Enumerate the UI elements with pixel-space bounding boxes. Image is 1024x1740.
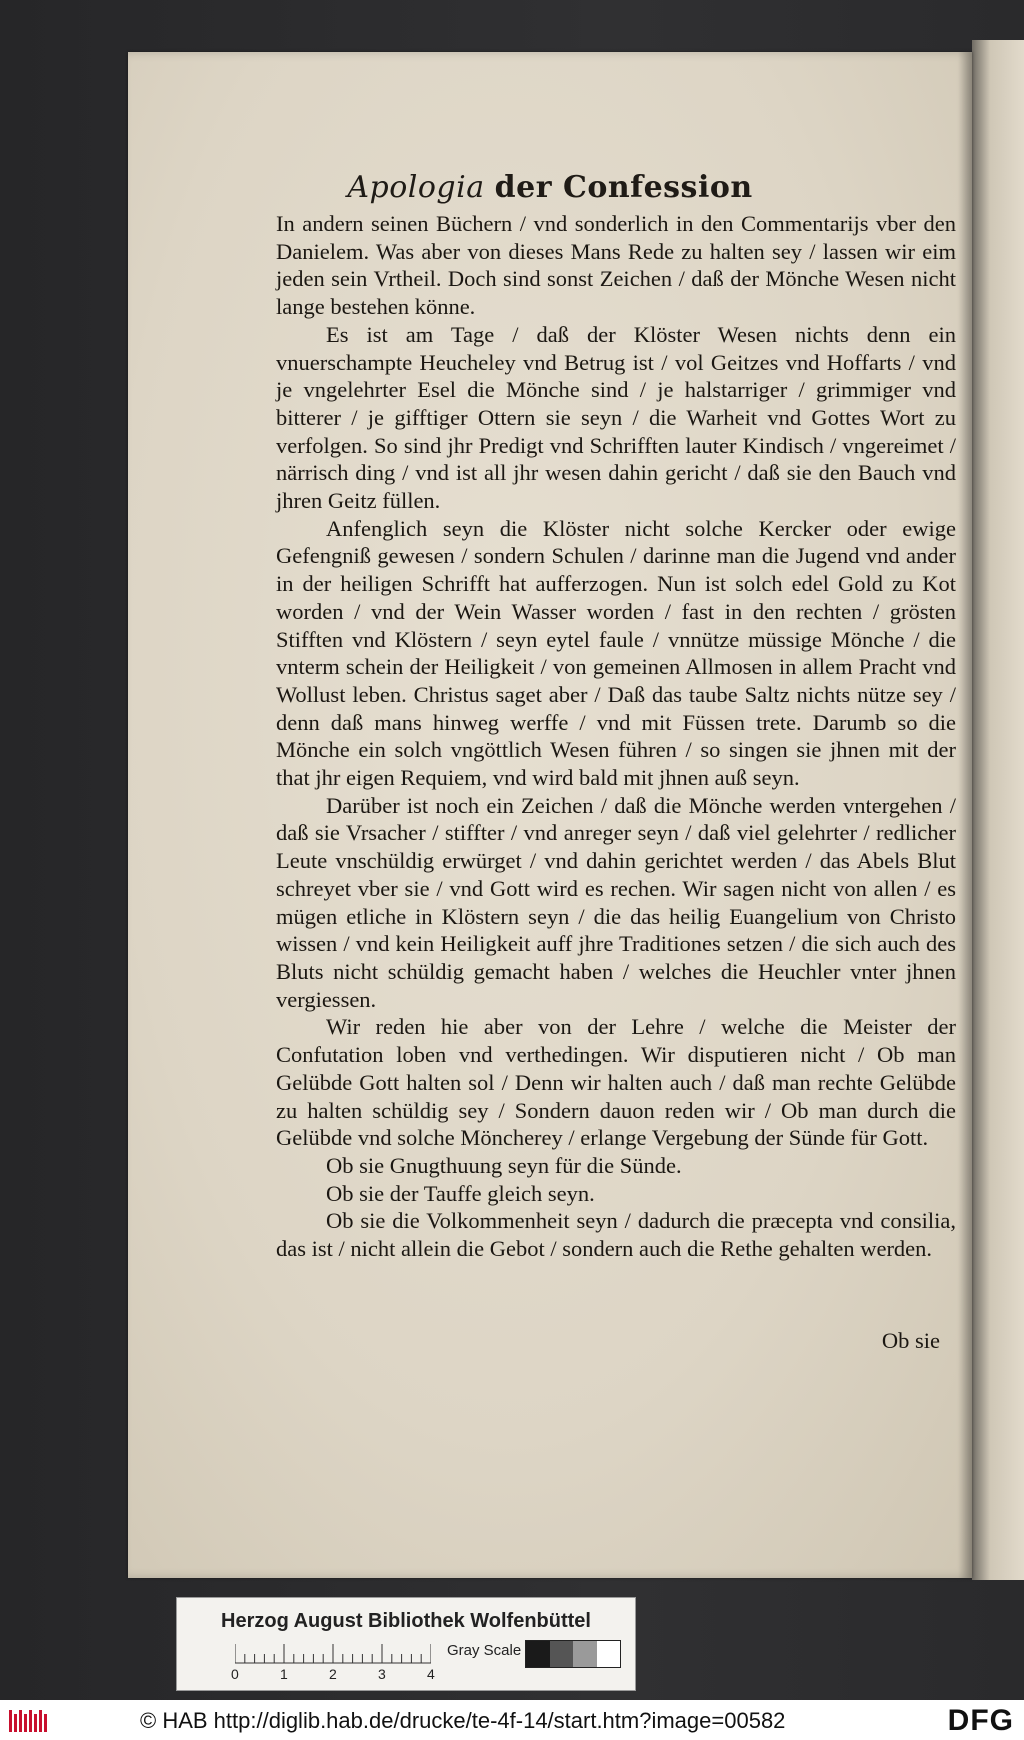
gray-scale-swatches [525, 1640, 621, 1668]
paragraph: In andern seinen Büchern / vnd sonderlich in den Commentarijs vber den Danielem. Was aber von dieses Mans Rede zu halten sey / lassen wir eim jeden sein Vrtheil. Doch sind sonst Zeichen / daß der Mönche Wesen nicht lange bestehen könne. [276, 211, 956, 320]
paragraph: Darüber ist noch ein Zeichen / daß die Mönche werden vntergehen / daß sie Vrsacher / stiffter / vnd anreger seyn / daß viel gelehrter / redlicher Leute vnschüldig erwürget / vnd dahin gerichtet werden / das Abels Blut schreyet vber sie / vnd Gott wird es rechen. Wir sagen nicht von allen / es mügen etliche in Klöstern seyn / die das heilig Euangelium von Christo wissen / vnd kein Heiligkeit auff jhre Traditiones setzen / die sich auch des Bluts nicht schüldig gemacht haben / welches die Heuchler vnter jhnen vergiessen. [276, 792, 956, 1012]
gray-swatch [526, 1641, 550, 1667]
header-vernacular: der Confession [494, 170, 753, 205]
gray-swatch [597, 1641, 621, 1667]
paragraph: Es ist am Tage / daß der Klöster Wesen nichts denn ein vnuerschampte Heucheley vnd Betrug ist / vol Geitzes vnd Hoffarts / vnd je vngelehrter Esel die Mönche sind / je halstarriger / grimmiger vnd bitterer / je gifftiger Ottern sie seyn / die Warheit vnd Gottes Wort zu verfolgen. So sind jhr Predigt vnd Schrifften lauter Kindisch / vngereimet / närrisch ding / vnd ist all jhr wesen dahin gericht / daß sie den Bauch vnd jhren Geitz füllen. [276, 321, 956, 514]
ruler-number: 4 [427, 1666, 435, 1682]
gray-swatch [550, 1641, 574, 1667]
card-title: Herzog August Bibliothek Wolfenbüttel [221, 1610, 591, 1632]
copyright-url[interactable]: © HAB http://diglib.hab.de/drucke/te-4f-14/start.htm?image=00582 [140, 1708, 786, 1733]
running-header [128, 170, 972, 205]
gray-scale-label: Gray Scale [447, 1642, 522, 1659]
ruler-number: 2 [329, 1666, 337, 1682]
adjacent-page-edge [972, 40, 1024, 1580]
footer-bar [0, 1700, 1024, 1740]
paragraph: Ob sie der Tauffe gleich seyn. [326, 1180, 595, 1206]
hab-logo-icon [8, 1708, 48, 1734]
paragraph: Ob sie Gnugthuung seyn für die Sünde. [326, 1152, 682, 1178]
color-calibration-card [176, 1597, 636, 1691]
ruler-number: 0 [231, 1666, 239, 1682]
page-gutter-shadow [958, 52, 972, 1578]
body-text [276, 210, 956, 1263]
ruler-scale [235, 1642, 431, 1664]
catchword: Ob sie [881, 1328, 940, 1353]
book-page [128, 52, 972, 1578]
gray-swatch [573, 1641, 597, 1667]
paragraph: Wir reden hie aber von der Lehre / welche die Meister der Confutation loben vnd verthedingen. Wir disputieren nicht / Ob man Gelübde Gott halten sol / Denn wir halten auch / daß man rechte Gelübde zu halten schüldig sey / Sondern dauon reden wir / Ob man durch die Gelübde vnd solche Möncherey / erlange Vergebung der Sünde für Gott. [276, 1014, 956, 1151]
dfg-logo: DFG [947, 1704, 1014, 1737]
ruler-number: 1 [280, 1666, 288, 1682]
paragraph: Ob sie die Volkommenheit seyn / dadurch die præcepta vnd consilia, das ist / nicht allein die Gebot / sondern auch die Rethe gehalten werden. [276, 1208, 956, 1262]
paragraph: Anfenglich seyn die Klöster nicht solche Kercker oder ewige Gefengniß gewesen / sondern Schulen / darinne man die Jugend vnd ander in der heiligen Schrifft hat aufferzogen. Nun ist solch edel Gold zu Kot worden / vnd der Wein Wasser worden / fast in den rechten / grösten Stifften vnd Klöstern / seyn eytel faule / vnnütze müssige Mönche / die vnterm schein der Heiligkeit / von gemeinen Allmosen in allem Pracht vnd Wollust leben. Christus saget aber / Daß das taube Saltz nichts nütze sey / denn daß mans hinweg werffe / vnd mit Füssen trete. Darumb so die Mönche ein solch vngöttlich Wesen führen / so singen sie jhnen mit der that jhr eigen Requiem, vnd wird bald mit jhnen auß seyn. [276, 515, 956, 791]
header-latin: Apologia [347, 170, 485, 205]
ruler-number: 3 [378, 1666, 386, 1682]
